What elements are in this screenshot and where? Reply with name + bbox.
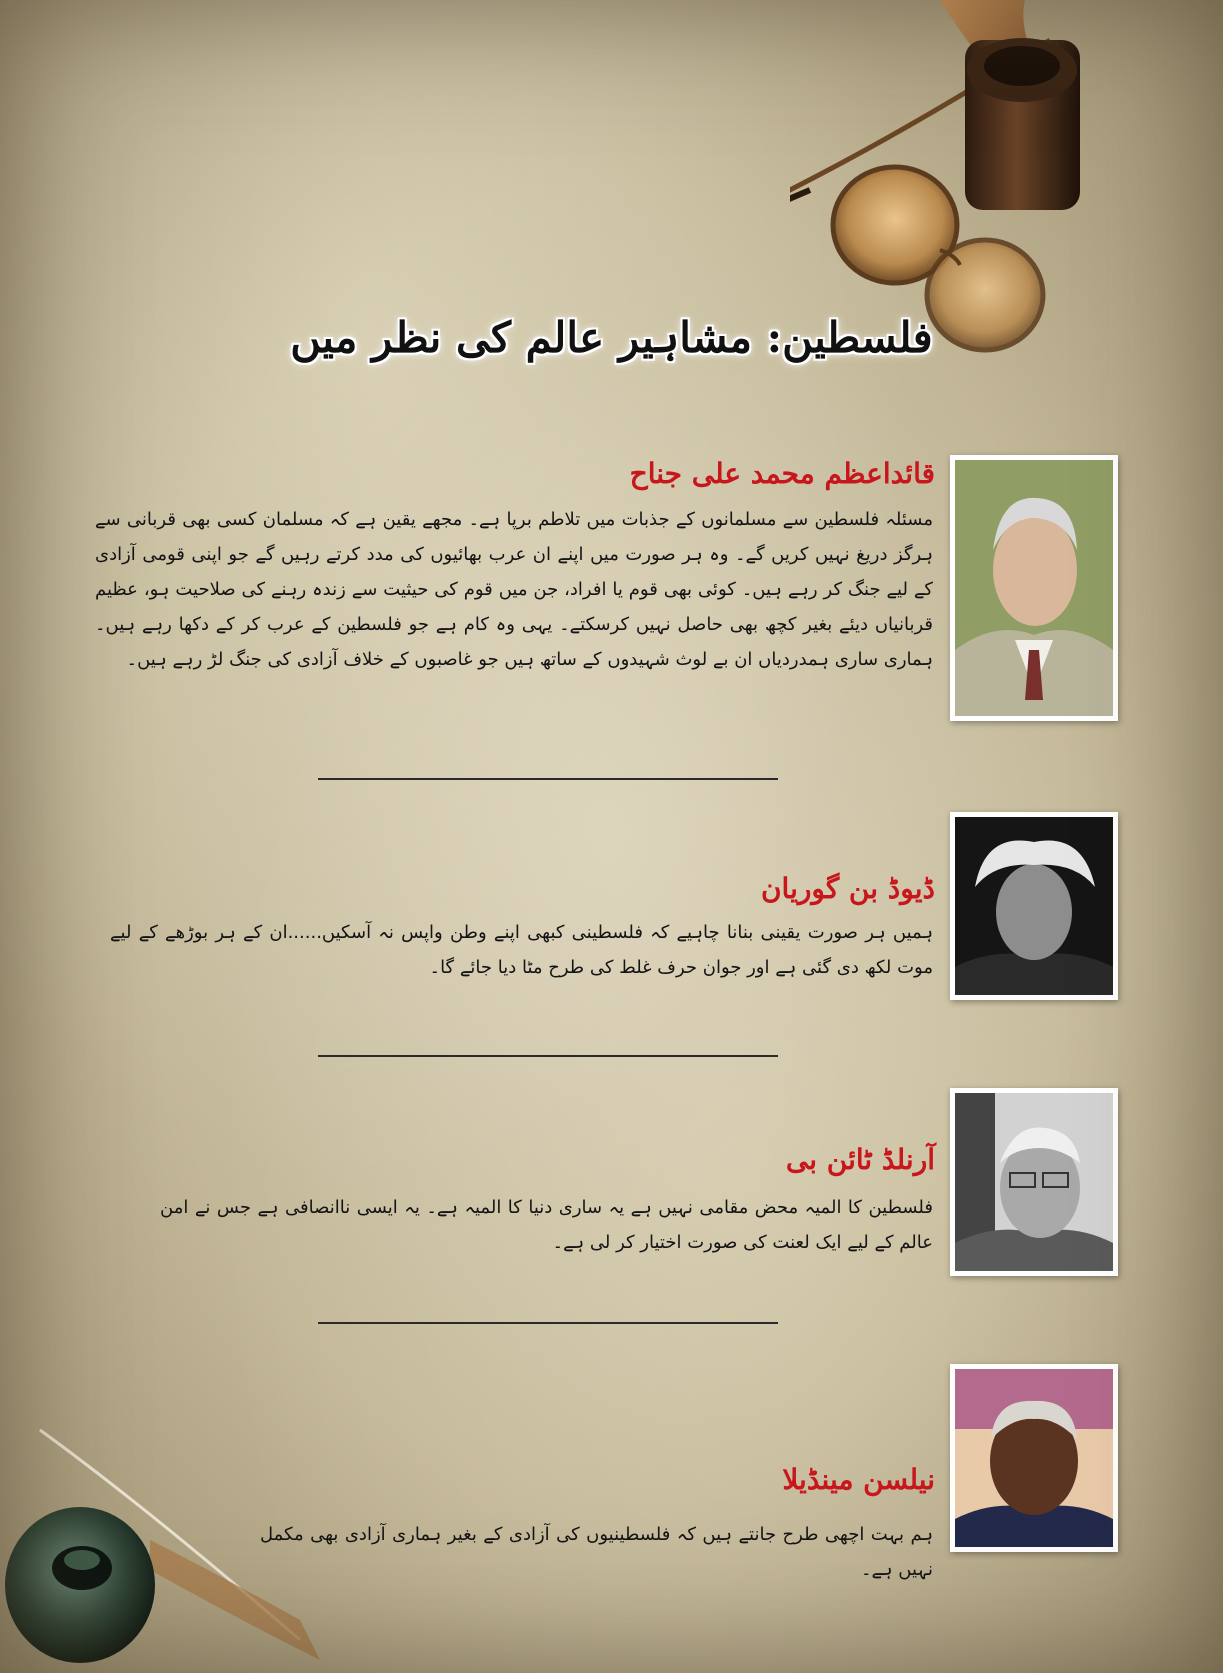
person-name-jinnah: قائداعظم محمد علی جناح [629, 457, 935, 490]
portrait-mandela [950, 1364, 1118, 1552]
person-quote-mandela: ہم بہت اچھی طرح جانتے ہیں کہ فلسطینیوں کی آزادی کے بغیر ہماری آزادی بھی مکمل نہیں ہے۔ [260, 1524, 933, 1580]
portrait-jinnah [950, 455, 1118, 721]
person-quote-jinnah: مسئلہ فلسطین سے مسلمانوں کے جذبات میں تلاطم برپا ہے۔ مجھے یقین ہے کہ مسلمان کسی بھی قربانی سے ہرگز دریغ نہیں کریں گے۔ وہ ہر صورت میں اپنے ان عرب بھائیوں کی مدد کرتے رہیں گے جو اپنی قومی آزادی کے لیے جنگ کر رہے ہیں۔ کوئی بھی قوم یا افراد، جن میں قوم کی حیثیت سے زندہ رہنے کی صلاحیت ہو، عظیم قربانیاں دیئے بغیر کچھ بھی حاصل نہیں کرسکتے۔ یہی وہ کام ہے جو فلسطین کے عرب کر کے دکھا رہے ہیں۔ ہماری ساری ہمدردیاں ان بے لوث شہیدوں کے ساتھ ہیں جو غاصبوں کے خلاف آزادی کی جنگ لڑ رہے ہیں۔ [95, 509, 933, 670]
person-quote-ben-gurion: ہمیں ہر صورت یقینی بنانا چاہیے کہ فلسطینی کبھی اپنے وطن واپس نہ آسکیں......ان کے ہر بوڑھے کے لیے موت لکھ دی گئی ہے اور جوان حرف غلط کی طرح مٹا دیا جائے گا۔ [110, 922, 933, 978]
person-quote-toynbee: فلسطین کا المیہ محض مقامی نہیں ہے یہ ساری دنیا کا المیہ ہے۔ یہ ایسی ناانصافی ہے جس نے امن عالم کے لیے ایک لعنت کی صورت اختیار کر لی ہے۔ [160, 1197, 933, 1253]
page-title: فلسطین: مشاہیر عالم کی نظر میں [290, 313, 933, 363]
person-photo-icon [955, 817, 1113, 995]
person-name-ben-gurion: ڈیوڈ بن گوریان [760, 872, 935, 905]
portrait-ben-gurion [950, 812, 1118, 1000]
person-photo-icon [955, 1369, 1113, 1547]
divider [318, 778, 778, 780]
person-name-toynbee: آرنلڈ ٹائن بی [785, 1143, 935, 1176]
portrait-toynbee [950, 1088, 1118, 1276]
person-photo-icon [955, 1093, 1113, 1271]
divider [318, 1322, 778, 1324]
person-name-mandela: نیلسن مینڈیلا [782, 1463, 935, 1496]
quill-ink-spectacles-illustration [790, 0, 1223, 360]
divider [318, 1055, 778, 1057]
person-photo-icon [955, 460, 1113, 716]
